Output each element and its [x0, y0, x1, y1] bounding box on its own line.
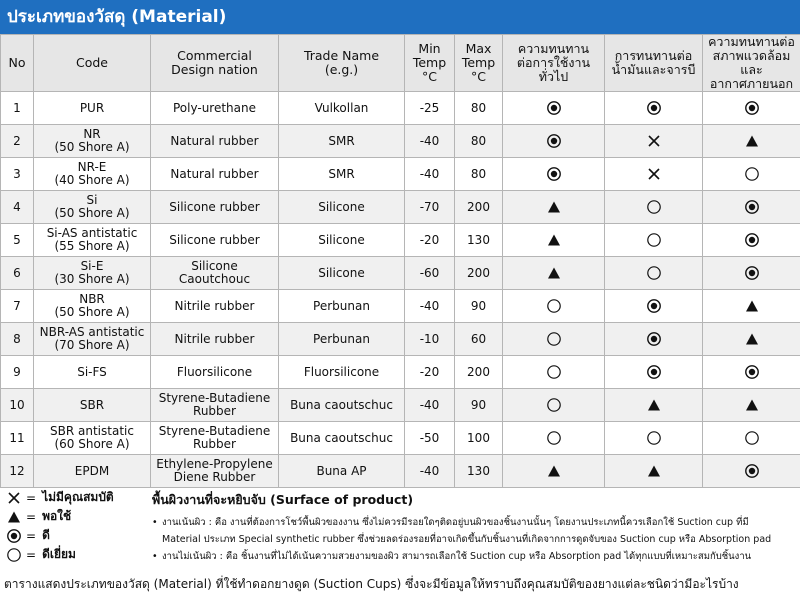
dotted-circle-icon — [646, 331, 662, 347]
cell-min-temp: -40 — [405, 290, 455, 323]
cell-commercial — [151, 224, 279, 257]
cell-no: 2 — [1, 125, 34, 158]
cell-oil-resistance — [605, 356, 703, 389]
material-table — [0, 34, 800, 488]
triangle-icon — [546, 265, 562, 281]
cell-general-durability — [503, 356, 605, 389]
cell-line: สภาพแวดล้อมและ — [712, 48, 791, 77]
cell-environment-resistance — [703, 191, 800, 224]
cell-line: ความทนทานต่อ — [708, 34, 795, 49]
table-row — [1, 257, 800, 290]
code-hardness: (30 Shore A) — [54, 272, 130, 286]
cell-line: Temp — [461, 55, 496, 70]
circle-icon — [546, 331, 562, 347]
cell-commercial — [151, 356, 279, 389]
surface-item — [152, 548, 798, 565]
cell-line: Rubber — [193, 437, 236, 451]
legend-item — [6, 545, 146, 564]
cell-line: Styrene-Butadiene — [158, 424, 271, 438]
circle-icon — [546, 430, 562, 446]
code-main: Si-FS — [77, 364, 107, 379]
cell-line: Max — [465, 41, 492, 56]
cell-general-durability — [503, 92, 605, 125]
code-hardness: (40 Shore A) — [54, 173, 130, 187]
cell-environment-resistance — [703, 323, 800, 356]
cell-line: Natural rubber — [170, 166, 259, 181]
cell-commercial — [151, 290, 279, 323]
cell-no: 1 — [1, 92, 34, 125]
table-row — [1, 455, 800, 488]
legend-equals: = — [26, 528, 37, 543]
circle-icon — [546, 364, 562, 380]
cross-icon — [646, 166, 662, 182]
legend-equals: = — [26, 509, 37, 524]
cell-line: Temp — [412, 55, 447, 70]
cell-general-durability — [503, 125, 605, 158]
cell-line: การทนทานต่อ — [614, 48, 693, 63]
cell-line: Caoutchouc — [178, 272, 251, 286]
circle-icon — [546, 397, 562, 413]
dotted-circle-icon — [646, 100, 662, 116]
cell-line: Silicone rubber — [169, 232, 260, 247]
cell-commercial — [151, 422, 279, 455]
header-max-temp — [455, 35, 503, 92]
cell-oil-resistance — [605, 455, 703, 488]
legend-label: ดี — [42, 528, 50, 542]
cell-environment-resistance — [703, 125, 800, 158]
cell-line: Natural rubber — [170, 133, 259, 148]
cell-oil-resistance — [605, 257, 703, 290]
cell-no: 4 — [1, 191, 34, 224]
cell-trade-name: Buna caoutschuc — [279, 389, 405, 422]
cell-min-temp: -20 — [405, 224, 455, 257]
triangle-icon — [744, 133, 760, 149]
triangle-icon — [6, 509, 22, 525]
table-body — [1, 92, 800, 488]
table-row — [1, 422, 800, 455]
cell-general-durability — [503, 323, 605, 356]
cell-line: Silicone — [191, 259, 238, 273]
dotted-circle-icon — [744, 463, 760, 479]
code-main: Si — [86, 193, 98, 207]
legend-label: ไม่มีคุณสมบัติ — [42, 490, 114, 504]
circle-icon — [646, 430, 662, 446]
code-hardness: (50 Shore A) — [54, 140, 130, 154]
code-main: NBR — [79, 292, 105, 306]
cell-min-temp: -50 — [405, 422, 455, 455]
code-main: NR — [83, 127, 101, 141]
dotted-circle-icon — [744, 100, 760, 116]
cell-min-temp: -25 — [405, 92, 455, 125]
header-trade-name — [279, 35, 405, 92]
surface-line: • งานไม่เน้นผิว : คือ ชิ้นงานที่ไม่ได้เน้นความสวยงามของผิว สามารถเลือกใช้ Suction cup หรือ Absorption pad ได้ทุกแบบที่เหมาะสมกับชิ้นงาน — [162, 551, 752, 562]
cell-trade-name: Silicone — [279, 224, 405, 257]
header-no: No — [1, 35, 34, 92]
code-main: EPDM — [74, 463, 110, 478]
cell-trade-name: SMR — [279, 125, 405, 158]
code-main: Si-AS antistatic — [46, 226, 138, 240]
cell-environment-resistance — [703, 158, 800, 191]
dotted-circle-icon — [744, 199, 760, 215]
cell-line: Nitrile rubber — [174, 331, 255, 346]
cell-line: Styrene-Butadiene — [158, 391, 271, 405]
table-row — [1, 323, 800, 356]
table-row — [1, 224, 800, 257]
cell-line: °C — [422, 69, 437, 84]
cell-trade-name: Perbunan — [279, 290, 405, 323]
cell-general-durability — [503, 422, 605, 455]
dotted-circle-icon — [546, 100, 562, 116]
rating-legend — [6, 488, 146, 564]
cell-environment-resistance — [703, 356, 800, 389]
header-code: Code — [34, 35, 151, 92]
cell-max-temp: 60 — [455, 323, 503, 356]
dotted-circle-icon — [744, 232, 760, 248]
cell-general-durability — [503, 455, 605, 488]
cell-no: 5 — [1, 224, 34, 257]
table-row — [1, 158, 800, 191]
cell-code — [34, 125, 151, 158]
cell-min-temp: -20 — [405, 356, 455, 389]
triangle-icon — [546, 232, 562, 248]
cell-line: ทั่วไป — [538, 69, 569, 84]
circle-icon — [546, 298, 562, 314]
cell-general-durability — [503, 191, 605, 224]
cell-general-durability — [503, 257, 605, 290]
surface-item — [152, 514, 798, 548]
legend-label: พอใช้ — [42, 509, 72, 523]
cell-max-temp: 200 — [455, 257, 503, 290]
cell-line: Trade Name — [303, 48, 380, 63]
cell-min-temp: -60 — [405, 257, 455, 290]
surface-line: • งานเน้นผิว : คือ งานที่ต้องการโชว์พื้นผิวของงาน ซึ่งไม่ควรมีรอยใดๆติดอยู่บนผิวของชิ้นงานนั้นๆ โดยงานประเภทนี้ควรเลือกใช้ Suction cup ที่มี — [162, 517, 749, 528]
cell-trade-name: Silicone — [279, 257, 405, 290]
cell-general-durability — [503, 224, 605, 257]
cell-trade-name: Buna AP — [279, 455, 405, 488]
cell-commercial — [151, 455, 279, 488]
cell-line: น้ำมันและจารบี — [611, 62, 696, 77]
cell-no: 12 — [1, 455, 34, 488]
cell-commercial — [151, 92, 279, 125]
legend-item — [6, 488, 146, 507]
cell-max-temp: 100 — [455, 422, 503, 455]
cell-environment-resistance — [703, 92, 800, 125]
cell-no: 9 — [1, 356, 34, 389]
cell-trade-name: Fluorsilicone — [279, 356, 405, 389]
cell-environment-resistance — [703, 224, 800, 257]
cell-trade-name: Perbunan — [279, 323, 405, 356]
cell-oil-resistance — [605, 323, 703, 356]
cell-general-durability — [503, 389, 605, 422]
legend-equals: = — [26, 490, 37, 505]
cell-line: ต่อการใช้งาน — [516, 55, 591, 70]
cell-code — [34, 191, 151, 224]
cell-line: Commercial — [177, 48, 252, 63]
cell-line: Diene Rubber — [173, 470, 256, 484]
cell-line: °C — [471, 69, 486, 84]
cell-min-temp: -10 — [405, 323, 455, 356]
triangle-icon — [744, 331, 760, 347]
cell-no: 6 — [1, 257, 34, 290]
cell-line: (e.g.) — [324, 62, 359, 77]
header-general-durability — [503, 35, 605, 92]
circle-icon — [646, 232, 662, 248]
table-row — [1, 92, 800, 125]
table-row — [1, 191, 800, 224]
header-min-temp — [405, 35, 455, 92]
cell-max-temp: 90 — [455, 290, 503, 323]
code-hardness: (70 Shore A) — [54, 338, 130, 352]
cell-code — [34, 422, 151, 455]
cell-code — [34, 356, 151, 389]
cell-no: 8 — [1, 323, 34, 356]
triangle-icon — [546, 199, 562, 215]
cross-icon — [6, 490, 22, 506]
code-main: NR-E — [77, 160, 107, 174]
triangle-icon — [744, 298, 760, 314]
cell-trade-name: Vulkollan — [279, 92, 405, 125]
triangle-icon — [546, 463, 562, 479]
cell-line: Poly-urethane — [172, 100, 256, 115]
cell-line: Silicone rubber — [169, 199, 260, 214]
cell-min-temp: -40 — [405, 158, 455, 191]
cell-max-temp: 130 — [455, 224, 503, 257]
cell-oil-resistance — [605, 290, 703, 323]
legend-equals: = — [26, 547, 37, 562]
dotted-circle-icon — [546, 133, 562, 149]
cell-max-temp: 200 — [455, 191, 503, 224]
triangle-icon — [646, 397, 662, 413]
dotted-circle-icon — [744, 364, 760, 380]
table-row — [1, 290, 800, 323]
triangle-icon — [646, 463, 662, 479]
cell-environment-resistance — [703, 389, 800, 422]
cell-oil-resistance — [605, 224, 703, 257]
cell-min-temp: -40 — [405, 125, 455, 158]
cell-trade-name: Buna caoutschuc — [279, 422, 405, 455]
cell-commercial — [151, 191, 279, 224]
cell-min-temp: -70 — [405, 191, 455, 224]
cell-code — [34, 224, 151, 257]
dotted-circle-icon — [744, 265, 760, 281]
cell-line: Fluorsilicone — [176, 364, 253, 379]
cell-min-temp: -40 — [405, 455, 455, 488]
cell-commercial — [151, 323, 279, 356]
cell-line: Nitrile rubber — [174, 298, 255, 313]
surface-title: พื้นผิวงานที่จะหยิบจับ (Surface of product) — [152, 492, 414, 507]
cell-oil-resistance — [605, 191, 703, 224]
surface-line: Material ประเภท Special synthetic rubber ซึ่งช่วยลดร่องรอยที่อาจเกิดขึ้นกับชิ้นงานที่เกิดจากการดูดจับของ Suction cup หรือ Absorption pad — [162, 534, 772, 545]
circle-icon — [6, 547, 22, 563]
code-hardness: (55 Shore A) — [54, 239, 130, 253]
cell-max-temp: 130 — [455, 455, 503, 488]
code-hardness: (50 Shore A) — [54, 206, 130, 220]
code-main: PUR — [79, 100, 105, 115]
table-row — [1, 125, 800, 158]
cell-code — [34, 323, 151, 356]
cell-commercial — [151, 125, 279, 158]
cell-code — [34, 290, 151, 323]
page-title: ประเภทของวัสดุ (Material) — [0, 0, 800, 34]
cell-general-durability — [503, 290, 605, 323]
cell-code — [34, 389, 151, 422]
table-header-row — [1, 35, 800, 92]
table-row — [1, 389, 800, 422]
code-hardness: (50 Shore A) — [54, 305, 130, 319]
dotted-circle-icon — [646, 298, 662, 314]
cell-trade-name: SMR — [279, 158, 405, 191]
cell-oil-resistance — [605, 389, 703, 422]
cell-no: 10 — [1, 389, 34, 422]
cell-line: Design nation — [171, 62, 258, 77]
dotted-circle-icon — [646, 364, 662, 380]
cell-max-temp: 80 — [455, 125, 503, 158]
cross-icon — [646, 133, 662, 149]
circle-icon — [744, 430, 760, 446]
cell-max-temp: 90 — [455, 389, 503, 422]
header-commercial — [151, 35, 279, 92]
cell-code — [34, 257, 151, 290]
cell-no: 3 — [1, 158, 34, 191]
cell-environment-resistance — [703, 455, 800, 488]
cell-environment-resistance — [703, 257, 800, 290]
cell-code — [34, 158, 151, 191]
dotted-circle-icon — [6, 528, 22, 544]
code-hardness: (60 Shore A) — [54, 437, 130, 451]
circle-icon — [744, 166, 760, 182]
cell-trade-name: Silicone — [279, 191, 405, 224]
cell-max-temp: 80 — [455, 158, 503, 191]
cell-line: Min — [418, 41, 441, 56]
surface-notes — [152, 490, 798, 565]
cell-code — [34, 455, 151, 488]
cell-oil-resistance — [605, 125, 703, 158]
triangle-icon — [744, 397, 760, 413]
legend-item — [6, 507, 146, 526]
legend-item — [6, 526, 146, 545]
cell-max-temp: 80 — [455, 92, 503, 125]
dotted-circle-icon — [546, 166, 562, 182]
cell-no: 7 — [1, 290, 34, 323]
cell-no: 11 — [1, 422, 34, 455]
cell-line: Ethylene-Propylene — [156, 457, 273, 471]
circle-icon — [646, 265, 662, 281]
code-main: Si-E — [80, 259, 104, 273]
cell-commercial — [151, 257, 279, 290]
cell-max-temp: 200 — [455, 356, 503, 389]
cell-environment-resistance — [703, 290, 800, 323]
cell-oil-resistance — [605, 422, 703, 455]
code-main: SBR antistatic — [50, 424, 134, 438]
code-main: SBR — [79, 397, 105, 412]
surface-list — [152, 514, 798, 565]
table-row — [1, 356, 800, 389]
circle-icon — [646, 199, 662, 215]
legend-label: ดีเยี่ยม — [42, 547, 76, 561]
cell-line: Rubber — [193, 404, 236, 418]
cell-line: อากาศภายนอก — [709, 76, 794, 91]
cell-code — [34, 92, 151, 125]
cell-oil-resistance — [605, 92, 703, 125]
table-caption: ตารางแสดงประเภทของวัสดุ (Material) ที่ใช้ทำดอกยางดูด (Suction Cups) ซึ่งจะมีข้อมูลให้ทราบถึงคุณสมบัติของยางแต่ละชนิดว่ามีอะไรบ้าง — [4, 577, 739, 591]
cell-general-durability — [503, 158, 605, 191]
header-environment-resistance — [703, 35, 800, 92]
cell-oil-resistance — [605, 158, 703, 191]
cell-line: ความทนทาน — [517, 41, 590, 56]
cell-environment-resistance — [703, 422, 800, 455]
cell-commercial — [151, 158, 279, 191]
code-main: NBR-AS antistatic — [39, 325, 145, 339]
cell-commercial — [151, 389, 279, 422]
header-oil-resistance — [605, 35, 703, 92]
cell-min-temp: -40 — [405, 389, 455, 422]
